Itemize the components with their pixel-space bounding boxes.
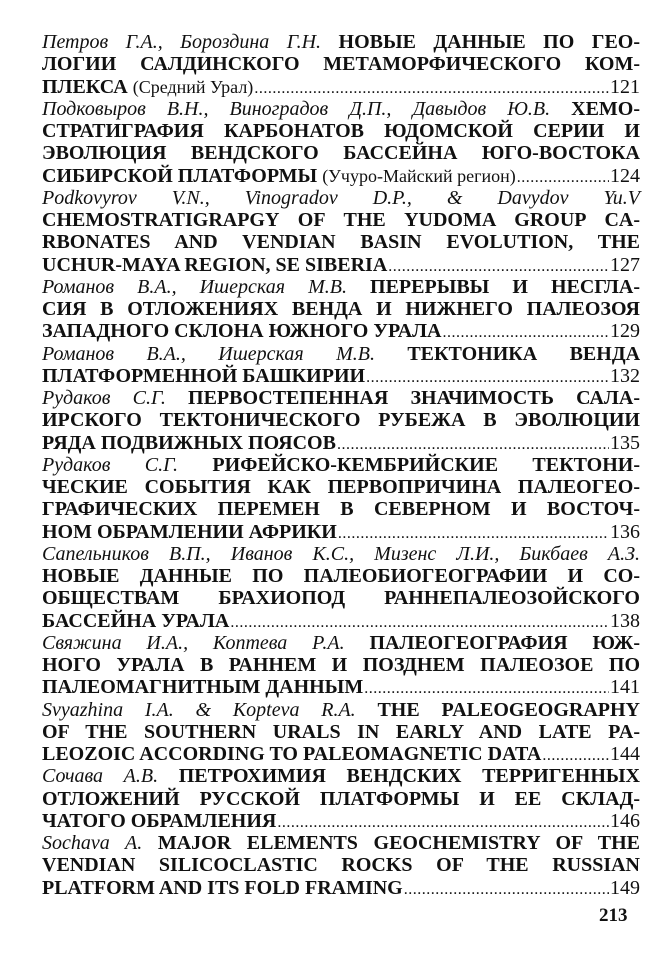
entry-last-line-text xyxy=(42,76,253,98)
dot-leader xyxy=(338,523,609,545)
entry-title-part: ЛОГИИ САЛДИНСКОГО МЕТАМОРФИЧЕСКОГО КОМ- xyxy=(42,53,640,76)
entry-title-part: СИЯ В ОТЛОЖЕНИЯХ ВЕНДА И НИЖНЕГО ПАЛЕОЗОЯ xyxy=(42,298,640,320)
entry-title-part: PLATFORM AND ITS FOLD FRAMING xyxy=(42,876,403,899)
entry-line-text xyxy=(42,654,640,676)
entry-title-part: ПЕРВОСТЕПЕННАЯ ЗНАЧИМОСТЬ САЛА- xyxy=(188,387,640,409)
toc-line xyxy=(42,187,640,209)
entry-page: 149 xyxy=(610,876,640,899)
entry-page: 135 xyxy=(610,431,640,454)
entry-authors: Сочава А.В. xyxy=(42,765,159,788)
toc-line xyxy=(42,765,640,787)
entry-note: (Учуро-Майский регион) xyxy=(322,165,516,186)
entry-line-text xyxy=(42,721,640,743)
entry-title-part: ПЛАТФОРМЕННОЙ БАШКИРИИ xyxy=(42,364,366,387)
entry-line-text xyxy=(42,498,640,520)
entry-authors: Рудаков С.Г. xyxy=(42,453,179,476)
dot-leader xyxy=(230,612,609,634)
toc-line xyxy=(42,165,640,187)
toc-line xyxy=(42,699,640,721)
entry-line-text xyxy=(42,142,640,164)
toc-line xyxy=(42,854,640,876)
entry-last-line-text xyxy=(42,610,229,632)
entry-title-part: НОВЫЕ ДАННЫЕ ПО ПАЛЕОБИОГЕОГРАФИИ И СО- xyxy=(42,565,640,587)
toc-line xyxy=(42,276,640,298)
toc-line xyxy=(42,53,640,75)
dot-leader xyxy=(337,434,609,456)
entry-line-text xyxy=(42,387,640,409)
dot-leader xyxy=(542,745,609,767)
toc-line xyxy=(42,298,640,320)
entry-page: 136 xyxy=(610,520,640,543)
toc-line xyxy=(42,387,640,409)
entry-last-line-text xyxy=(42,521,337,543)
toc-line xyxy=(42,365,640,387)
entry-title-part: РЯДА ПОДВИЖНЫХ ПОЯСОВ xyxy=(42,431,336,454)
toc-entry xyxy=(42,98,640,187)
toc-line xyxy=(42,632,640,654)
entry-line-text xyxy=(42,699,640,721)
toc-line xyxy=(42,476,640,498)
entry-line-text xyxy=(42,231,640,253)
entry-line-text xyxy=(42,632,640,654)
toc-line xyxy=(42,788,640,810)
entry-title-part: РИФЕЙСКО-КЕМБРИЙСКИЕ ТЕКТОНИ- xyxy=(212,453,641,476)
entry-line-text xyxy=(42,31,640,53)
entry-title-part: ГРАФИЧЕСКИХ ПЕРЕМЕН В СЕВЕРНОМ И ВОСТОЧ- xyxy=(42,498,640,521)
entry-line-text xyxy=(42,53,640,75)
toc-line xyxy=(42,654,640,676)
toc-line xyxy=(42,142,640,164)
toc-line xyxy=(42,231,640,253)
entry-authors: Петров Г.А., Бороздина Г.Н. xyxy=(42,31,322,53)
entry-title-part: ОБЩЕСТВАМ БРАХИОПОД РАННЕПАЛЕОЗОЙСКОГО xyxy=(42,587,640,610)
dot-leader xyxy=(517,167,609,189)
toc-entry xyxy=(42,343,640,388)
dot-leader xyxy=(254,78,609,100)
toc-entry xyxy=(42,31,640,98)
entry-authors: Подковыров В.Н., Виноградов Д.П., Давыдов Ю.В. xyxy=(42,97,551,120)
entry-title-part: ЭВОЛЮЦИЯ ВЕНДСКОГО БАССЕЙНА ЮГО-ВОСТОКА xyxy=(42,142,640,165)
toc-line xyxy=(42,743,640,765)
toc-line xyxy=(42,343,640,365)
entry-title-part: MAJOR ELEMENTS GEOCHEMISTRY OF THE xyxy=(157,832,640,854)
entry-page: 141 xyxy=(610,676,640,699)
entry-line-text xyxy=(42,120,640,142)
entry-line-text xyxy=(42,832,640,854)
entry-title-part: ХЕМО- xyxy=(571,97,641,120)
entry-line-text xyxy=(42,765,640,787)
toc-line xyxy=(42,120,640,142)
table-of-contents xyxy=(42,31,640,899)
entry-line-text xyxy=(42,788,640,810)
entry-title-part: ПАЛЕОМАГНИТНЫМ ДАННЫМ xyxy=(42,676,364,699)
entry-last-line-text xyxy=(42,810,276,832)
entry-authors: Рудаков С.Г. xyxy=(42,387,166,409)
dot-leader xyxy=(404,879,609,901)
entry-line-text xyxy=(42,543,640,565)
entry-page: 138 xyxy=(610,609,640,632)
toc-entry xyxy=(42,699,640,766)
entry-title-part: ПАЛЕОГЕОГРАФИЯ ЮЖ- xyxy=(369,631,641,654)
toc-line xyxy=(42,76,640,98)
entry-line-text xyxy=(42,276,640,298)
entry-title-part: ЧАТОГО ОБРАМЛЕНИЯ xyxy=(42,809,277,832)
toc-line xyxy=(42,565,640,587)
entry-authors: Sochava A. xyxy=(42,832,143,854)
toc-entry xyxy=(42,387,640,454)
dot-leader xyxy=(364,678,609,700)
toc-line xyxy=(42,543,640,565)
toc-line xyxy=(42,31,640,53)
toc-entry xyxy=(42,832,640,899)
entry-title-part: ЧЕСКИЕ СОБЫТИЯ КАК ПЕРВОПРИЧИНА ПАЛЕОГЕО- xyxy=(42,476,640,498)
entry-page: 132 xyxy=(610,364,640,387)
entry-authors: Podkovyrov V.N., Vinogradov D.P., & Davydov Yu.V xyxy=(42,186,640,209)
toc-line xyxy=(42,721,640,743)
entry-last-line-text xyxy=(42,165,516,187)
entry-last-line-text xyxy=(42,320,441,342)
entry-page: 124 xyxy=(610,164,640,187)
dot-leader xyxy=(442,322,609,344)
toc-entry xyxy=(42,454,640,543)
toc-line xyxy=(42,832,640,854)
toc-line xyxy=(42,98,640,120)
entry-note: (Средний Урал) xyxy=(132,76,254,97)
entry-title-part: ПЕРЕРЫВЫ И НЕСГЛА- xyxy=(370,275,641,298)
entry-title-part: ОТЛОЖЕНИЙ РУССКОЙ ПЛАТФОРМЫ И ЕЕ СКЛАД- xyxy=(42,787,640,810)
entry-line-text xyxy=(42,587,640,609)
toc-line xyxy=(42,498,640,520)
toc-entry xyxy=(42,187,640,276)
entry-title-part: БАССЕЙНА УРАЛА xyxy=(42,609,230,632)
toc-entry xyxy=(42,543,640,632)
entry-title-part: ЗАПАДНОГО СКЛОНА ЮЖНОГО УРАЛА xyxy=(42,320,442,343)
entry-line-text xyxy=(42,187,640,209)
toc-line xyxy=(42,610,640,632)
entry-authors: Романов В.А., Ишерская М.В. xyxy=(42,342,375,365)
entry-line-text xyxy=(42,343,640,365)
entry-last-line-text xyxy=(42,877,403,899)
entry-line-text xyxy=(42,854,640,876)
entry-title-part: THE PALEOGEOGRAPHY xyxy=(377,698,640,721)
entry-page: 144 xyxy=(610,743,640,765)
entry-page: 121 xyxy=(610,75,640,98)
entry-title-part: UCHUR-MAYA REGION, SE SIBERIA xyxy=(42,253,388,276)
entry-line-text xyxy=(42,98,640,120)
toc-line xyxy=(42,587,640,609)
toc-entry xyxy=(42,276,640,343)
entry-title-part: VENDIAN SILICOCLASTIC ROCKS OF THE RUSSIAN xyxy=(42,854,640,877)
toc-line xyxy=(42,432,640,454)
entry-line-text xyxy=(42,454,640,476)
toc-entry xyxy=(42,765,640,832)
entry-page: 146 xyxy=(610,809,640,832)
entry-last-line-text xyxy=(42,254,387,276)
toc-line xyxy=(42,209,640,231)
entry-title-part: OF THE SOUTHERN URALS IN EARLY AND LATE PA- xyxy=(42,720,640,743)
dot-leader xyxy=(388,256,609,278)
toc-line xyxy=(42,409,640,431)
entry-line-text xyxy=(42,209,640,231)
entry-authors: Svyazhina I.A. & Kopteva R.A. xyxy=(42,698,356,721)
entry-authors: Романов В.А., Ишерская М.В. xyxy=(42,275,347,298)
entry-title-part: НОМ ОБРАМЛЕНИИ АФРИКИ xyxy=(42,520,337,543)
entry-title-part: RBONATES AND VENDIAN BASIN EVOLUTION, THE xyxy=(42,231,640,254)
entry-title-part: ПЕТРОХИМИЯ ВЕНДСКИХ ТЕРРИГЕННЫХ xyxy=(178,765,640,788)
toc-line xyxy=(42,877,640,899)
entry-title-part: СТРАТИГРАФИЯ КАРБОНАТОВ ЮДОМСКОЙ СЕРИИ И xyxy=(42,120,640,142)
toc-line xyxy=(42,254,640,276)
entry-page: 129 xyxy=(610,320,640,343)
dot-leader xyxy=(277,812,609,834)
entry-title-part: НОГО УРАЛА В РАННЕМ И ПОЗДНЕМ ПАЛЕОЗОЕ ПО xyxy=(42,654,640,676)
entry-title-part: НОВЫЕ ДАННЫЕ ПО ГЕО- xyxy=(338,31,640,53)
toc-line xyxy=(42,320,640,342)
entry-last-line-text xyxy=(42,676,363,698)
entry-title-part: LEOZOIC ACCORDING TO PALEOMAGNETIC DATA xyxy=(42,743,542,765)
toc-line xyxy=(42,521,640,543)
entry-page: 127 xyxy=(610,253,640,276)
entry-last-line-text xyxy=(42,365,365,387)
entry-authors: Сапельников В.П., Иванов К.С., Мизенс Л.И., Бикбаев А.З. xyxy=(42,542,640,565)
dot-leader xyxy=(366,367,609,389)
entry-title-part: ТЕКТОНИКА ВЕНДА xyxy=(407,342,641,365)
entry-title-part: CHEMOSTRATIGRAPGY OF THE YUDOMA GROUP CA- xyxy=(42,209,640,231)
entry-title-part: ПЛЕКСА xyxy=(42,75,128,98)
entry-authors: Свяжина И.А., Коптева Р.А. xyxy=(42,631,345,654)
toc-entry xyxy=(42,632,640,699)
entry-line-text xyxy=(42,409,640,431)
toc-line xyxy=(42,676,640,698)
entry-last-line-text xyxy=(42,743,541,765)
entry-title-part: ИРСКОГО ТЕКТОНИЧЕСКОГО РУБЕЖА В ЭВОЛЮЦИИ xyxy=(42,409,640,432)
entry-line-text xyxy=(42,565,640,587)
toc-line xyxy=(42,454,640,476)
entry-line-text xyxy=(42,476,640,498)
toc-line xyxy=(42,810,640,832)
entry-last-line-text xyxy=(42,432,336,454)
page-number: 213 xyxy=(599,905,628,926)
entry-title-part: СИБИРСКОЙ ПЛАТФОРМЫ xyxy=(42,164,318,187)
entry-line-text xyxy=(42,298,640,320)
